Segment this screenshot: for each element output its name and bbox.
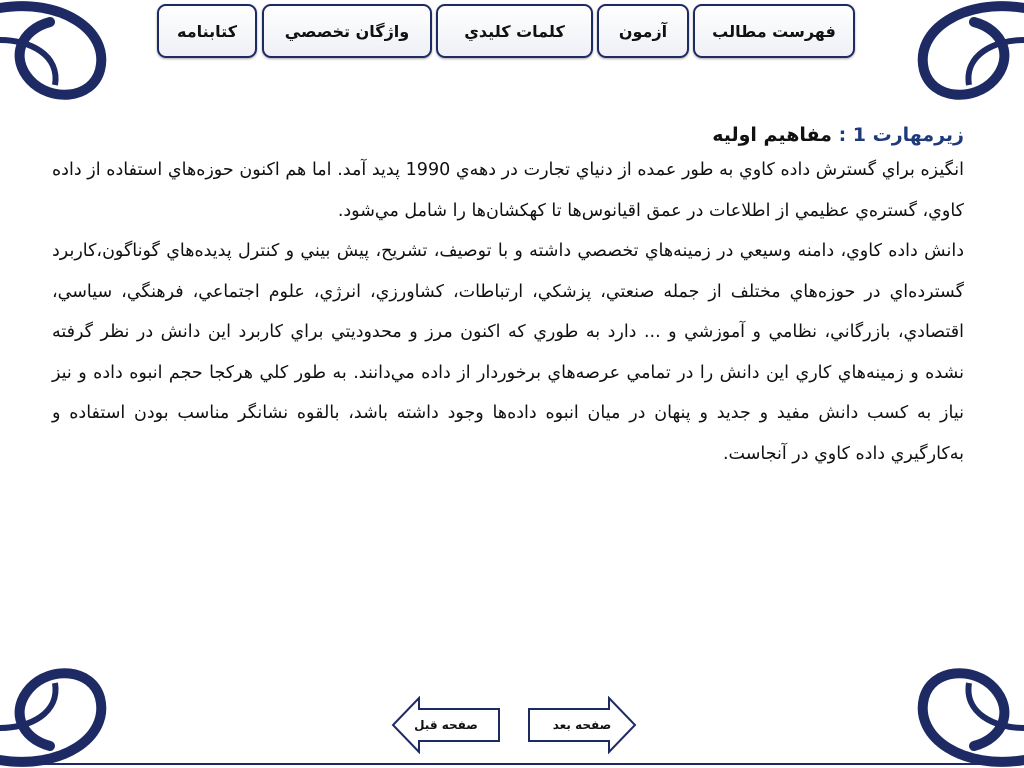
section-title: مفاهيم اوليه: [712, 124, 839, 146]
nav-keywords-button[interactable]: كلمات كليدي: [436, 4, 593, 58]
nav-glossary-button[interactable]: واژگان تخصصي: [262, 4, 432, 58]
corner-ornament-bottom-right: [894, 658, 1024, 768]
previous-page-button[interactable]: [391, 696, 501, 754]
nav-quiz-button[interactable]: آزمون: [597, 4, 689, 58]
corner-ornament-top-right: [894, 0, 1024, 110]
bottom-border: [0, 763, 1024, 765]
paragraph-applications: دانش داده كاوي، دامنه وسيعي در زمينه‌هاي تخصصي داشته و با توصيف، تشريح، پيش بيني و كنترل پديده‌هاي گوناگون،كاربرد گسترده‌اي در حوزه‌هاي مختلف از جمله صنعتي، پزشكي، ارتباطات، كشاورزي، انرژي، علوم اجتماعي، فرهنگي، سياسي، اقتصادي، بازرگاني، نظامي و آموزشي و ... دارد به طوري كه اكنون مرز و محدوديتي براي كاربرد اين دانش در نظر گرفته نشده و زمينه‌هاي كاري اين دانش را در تمامي عرصه‌هاي برخوردار از داده مي‌دانند. به طور كلي هركجا حجم انبوه داده و نيز نياز به كسب دانش مفيد و جديد و پنهان در ميان انبوه داده‌ها وجود داشته باشد، بالقوه نشانگر مناسب بودن استفاده و به‌كارگيري داده كاوي در آنجاست.: [52, 241, 964, 464]
next-page-label: صفحه بعد: [552, 718, 612, 732]
corner-ornament-bottom-left: [0, 658, 130, 768]
next-page-button[interactable]: [527, 696, 637, 754]
nav-table-of-contents-button[interactable]: فهرست مطالب: [693, 4, 855, 58]
section-heading: [52, 120, 964, 150]
corner-ornament-top-left: [0, 0, 130, 110]
nav-bibliography-button[interactable]: كتابنامه: [157, 4, 257, 58]
previous-page-label: صفحه قبل: [414, 718, 478, 732]
paragraph-intro: انگيزه براي گسترش داده كاوي به طور عمده از دنياي تجارت در دهه‌ي 1990 پديد آمد. اما هم اكنون حوزه‌هاي استفاده از داده كاوي، گستره‌ي عظيمي از اطلاعات در عمق اقيانوس‌ها تا كهكشان‌ها را شامل مي‌شود.: [52, 160, 964, 221]
section-number: زيرمهارت 1 :: [838, 124, 964, 146]
lesson-content: [52, 120, 964, 474]
